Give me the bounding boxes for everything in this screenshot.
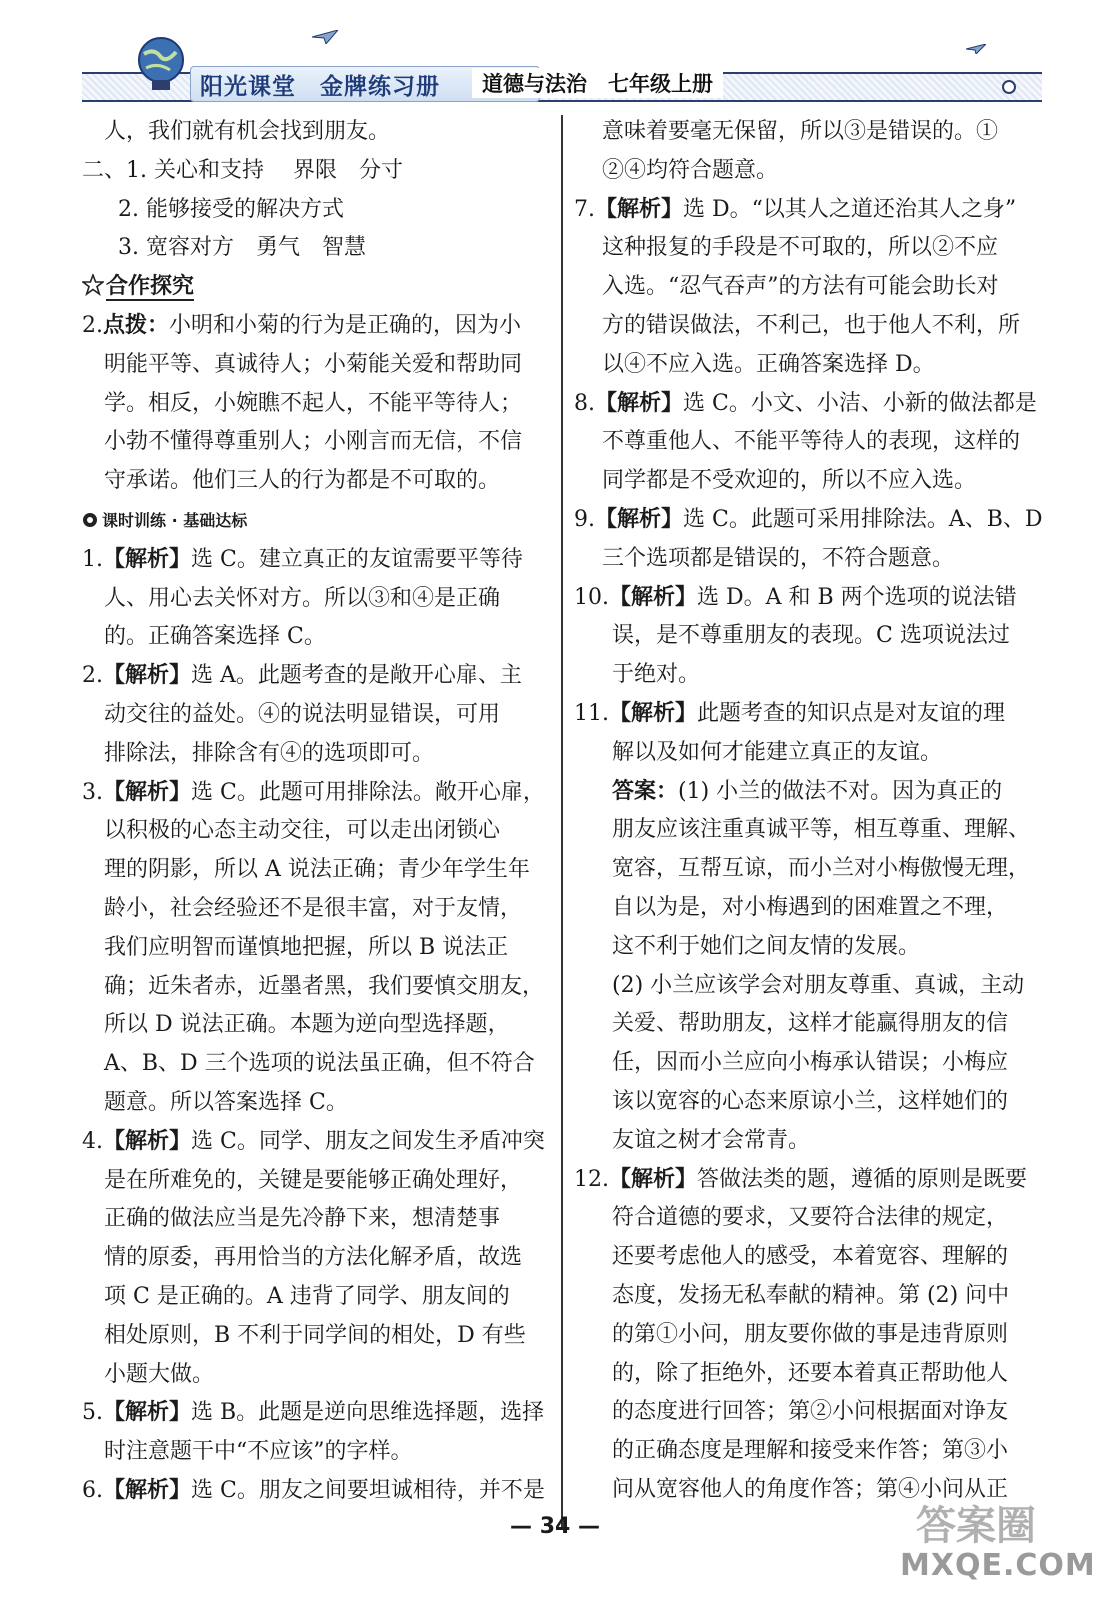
line-text: 我们应明智而谨慎地把握，所以 B 说法正 <box>104 934 509 960</box>
answer-label: 【解析】 <box>103 663 192 689</box>
line-text: 所以 D 说法正确。本题为逆向型选择题， <box>104 1012 510 1038</box>
text-line <box>574 385 1044 424</box>
watermark-url: MXQE.COM <box>900 1548 1096 1583</box>
text-line <box>82 657 552 696</box>
text-line <box>574 1044 1044 1083</box>
text-line <box>574 113 1044 152</box>
line-text: 于绝对。 <box>612 662 701 688</box>
question-number: 1. <box>82 546 103 572</box>
page-number: — 34 — <box>510 1514 600 1539</box>
paper-plane-icon <box>312 30 338 44</box>
line-text: 此题考查的知识点是对友谊的理 <box>697 700 1006 726</box>
answer-label: 【解析】 <box>103 779 192 805</box>
answer-label: 【解析】 <box>103 1400 192 1426</box>
line-text: 的态度进行回答；第②小问根据面对诤友 <box>612 1399 1009 1425</box>
line-text: 以④不应入选。正确答案选择 D。 <box>602 351 935 377</box>
line-text: 自以为是，对小梅遇到的困难置之不理， <box>612 894 1009 920</box>
line-text: 选 C。此题可采用排除法。A、B、D <box>683 506 1043 532</box>
line-text: 意味着要毫无保留，所以③是错误的。① <box>602 119 999 144</box>
line-text: 该以宽容的心态来原谅小兰，这样她们的 <box>612 1088 1009 1114</box>
question-number: 3. <box>82 779 103 805</box>
line-text: 选 D。A 和 B 两个选项的说法错 <box>697 584 1017 610</box>
line-text: 选 C。同学、朋友之间发生矛盾冲突 <box>191 1128 545 1154</box>
line-text: 符合道德的要求，又要符合法律的规定， <box>612 1205 1009 1231</box>
question-number: 9. <box>574 506 595 532</box>
text-line <box>574 191 1044 230</box>
text-line <box>82 229 552 268</box>
line-text: 选 C。建立真正的友谊需要平等待 <box>191 546 523 572</box>
line-text: 选 C。小文、小洁、小新的做法都是 <box>683 390 1037 416</box>
text-line <box>82 1394 552 1433</box>
line-text: ②④均符合题意。 <box>602 157 779 183</box>
line-text: 小勃不懂得尊重别人；小刚言而无信，不信 <box>104 429 523 455</box>
text-line <box>574 889 1044 928</box>
section-title: 合作探究 <box>106 274 195 300</box>
question-number: 5. <box>82 1400 103 1426</box>
text-line <box>82 113 552 152</box>
line-text: 这不利于她们之间友情的发展。 <box>612 933 921 959</box>
line-text: 关爱、帮助朋友，这样才能赢得朋友的信 <box>612 1011 1009 1037</box>
question-number: 2. <box>82 663 103 689</box>
line-text: 答做法类的题，遵循的原则是既要 <box>697 1166 1028 1192</box>
text-line <box>574 967 1044 1006</box>
text-line <box>82 191 552 230</box>
line-text: 误，是不尊重朋友的表现。C 选项说法过 <box>612 623 1010 649</box>
text-line <box>82 307 552 346</box>
answer-label: 【解析】 <box>595 506 684 532</box>
text-line <box>82 890 552 929</box>
answer-label: 答案： <box>612 778 679 804</box>
question-number: 7. <box>574 196 595 222</box>
line-text: 动交往的益处。④的说法明显错误，可用 <box>104 701 501 727</box>
text-line <box>574 268 1044 307</box>
line-text: (2) 小兰应该学会对朋友尊重、真诚，主动 <box>612 972 1025 998</box>
text-line <box>574 1277 1044 1316</box>
text-line <box>574 617 1044 656</box>
subsection-heading <box>82 501 552 541</box>
text-line <box>82 580 552 619</box>
line-text: 人，我们就有机会找到朋友。 <box>104 119 391 144</box>
text-line <box>574 462 1044 501</box>
question-number: 8. <box>574 390 595 416</box>
watermark-logo: 答案圈 <box>916 1503 1036 1549</box>
series-title: 阳光课堂 金牌练习册 <box>200 74 440 100</box>
text-line <box>82 1356 552 1395</box>
line-text: 选 B。此题是逆向思维选择题，选择 <box>191 1400 545 1426</box>
line-text: 不尊重他人、不能平等待人的表现，这样的 <box>602 429 1021 455</box>
line-text: 以积极的心态主动交往，可以走出闭锁心 <box>104 818 501 844</box>
text-line <box>82 774 552 813</box>
line-text: 这种报复的手段是不可取的，所以②不应 <box>602 235 999 261</box>
column-divider <box>561 115 563 1530</box>
line-text: 是在所难免的，关键是要能够正确处理好， <box>104 1167 523 1193</box>
text-line <box>574 1005 1044 1044</box>
line-text: 时注意题干中“不应该”的字样。 <box>104 1439 413 1465</box>
text-line <box>82 152 552 191</box>
line-text: 选 C。朋友之间要坦诚相待，并不是 <box>191 1477 545 1503</box>
text-line <box>574 1083 1044 1122</box>
line-text: 选 A。此题考查的是敞开心扉、主 <box>191 663 522 689</box>
line-text: 龄小，社会经验还不是很丰富，对于友情， <box>104 895 523 921</box>
answer-label: 【解析】 <box>609 700 698 726</box>
line-text: 小明和小菊的行为是正确的，因为小 <box>169 312 522 338</box>
line-text: 三个选项都是错误的，不符合题意。 <box>602 545 955 571</box>
text-line <box>82 812 552 851</box>
text-line <box>574 1393 1044 1432</box>
flower-bullet-icon <box>82 512 98 528</box>
line-text: 3. 宽容对方 勇气 智慧 <box>118 235 366 261</box>
question-number: 12. <box>574 1166 609 1192</box>
text-line <box>82 462 552 501</box>
text-line <box>82 1162 552 1201</box>
text-line <box>574 423 1044 462</box>
text-line <box>82 1084 552 1123</box>
text-line <box>574 928 1044 967</box>
question-number: 6. <box>82 1477 103 1503</box>
left-column <box>82 113 552 1511</box>
right-column <box>574 113 1044 1510</box>
line-text: 的，除了拒绝外，还要本着真正帮助他人 <box>612 1360 1009 1386</box>
star-icon <box>82 274 104 296</box>
text-line <box>574 152 1044 191</box>
text-line <box>82 929 552 968</box>
line-text: 学。相反，小婉瞧不起人，不能平等待人； <box>104 390 523 416</box>
line-text: 任，因而小兰应向小梅承认错误；小梅应 <box>612 1050 1009 1076</box>
line-text: 态度，发扬无私奉献的精神。第 (2) 问中 <box>612 1282 1010 1308</box>
text-line <box>574 346 1044 385</box>
text-line <box>82 1045 552 1084</box>
line-text: A、B、D 三个选项的说法虽正确，但不符合 <box>104 1051 535 1077</box>
text-line <box>574 811 1044 850</box>
line-text: 朋友应该注重真诚平等，相互尊重、理解、 <box>612 817 1031 843</box>
line-text: (1) 小兰的做法不对。因为真正的 <box>678 778 1003 804</box>
line-text: 还要考虑他人的感受，本着宽容、理解的 <box>612 1244 1009 1270</box>
text-line <box>574 1122 1044 1161</box>
text-line <box>82 1123 552 1162</box>
text-line <box>82 1472 552 1511</box>
text-line <box>574 850 1044 889</box>
text-line <box>574 773 1044 812</box>
line-text: 小题大做。 <box>104 1361 215 1387</box>
paper-plane-icon <box>966 44 986 54</box>
subject-grade: 道德与法治 七年级上册 <box>472 68 723 98</box>
line-text: 2. 能够接受的解决方式 <box>118 196 344 222</box>
text-line <box>574 1432 1044 1471</box>
answer-label: 【解析】 <box>595 196 684 222</box>
line-text: 理的阴影，所以 A 说法正确；青少年学生年 <box>104 857 530 883</box>
line-text: 解以及如何才能建立真正的友谊。 <box>612 739 943 765</box>
question-number: 11. <box>574 700 609 726</box>
line-text: 的。正确答案选择 C。 <box>104 624 326 650</box>
answer-label: 【解析】 <box>609 584 698 610</box>
line-text: 选 D。“以其人之道还治其人之身” <box>683 196 1017 222</box>
answer-label: 【解析】 <box>103 1128 192 1154</box>
question-number: 2. <box>82 312 103 338</box>
text-line <box>82 696 552 735</box>
text-line <box>574 1161 1044 1200</box>
text-line <box>574 695 1044 734</box>
answer-label: 【解析】 <box>609 1166 698 1192</box>
text-line <box>574 229 1044 268</box>
text-line <box>574 1199 1044 1238</box>
text-line <box>82 1006 552 1045</box>
line-text: 相处原则，B 不利于同学间的相处，D 有些 <box>104 1322 526 1348</box>
line-text: 入选。“忍气吞声”的方法有可能会助长对 <box>602 274 999 300</box>
text-line <box>574 1355 1044 1394</box>
question-number: 4. <box>82 1128 103 1154</box>
text-line <box>82 618 552 657</box>
text-line <box>82 385 552 424</box>
text-line <box>574 540 1044 579</box>
text-line <box>82 1239 552 1278</box>
globe-icon <box>130 32 192 94</box>
line-text: 宽容，互帮互谅，而小兰对小梅傲慢无理， <box>612 856 1031 882</box>
answer-label: 点拨： <box>103 312 170 338</box>
text-line <box>574 656 1044 695</box>
line-text: 方的错误做法，不利己，也于他人不利，所 <box>602 312 1021 338</box>
section-heading <box>82 268 552 307</box>
line-text: 的正确态度是理解和接受来作答；第③小 <box>612 1438 1009 1464</box>
line-text: 明能平等、真诚待人；小菊能关爱和帮助同 <box>104 351 523 377</box>
question-number: 10. <box>574 584 609 610</box>
text-line <box>82 735 552 774</box>
text-line <box>574 307 1044 346</box>
answer-label: 【解析】 <box>103 546 192 572</box>
line-text: 同学都是不受欢迎的，所以不应入选。 <box>602 468 977 494</box>
text-line <box>574 734 1044 773</box>
text-line <box>574 1316 1044 1355</box>
text-line <box>82 423 552 462</box>
text-line <box>574 579 1044 618</box>
line-text: 排除法，排除含有④的选项即可。 <box>104 740 435 766</box>
text-line <box>82 1433 552 1472</box>
line-text: 题意。所以答案选择 C。 <box>104 1089 348 1115</box>
line-text: 项 C 是正确的。A 违背了同学、朋友间的 <box>104 1283 510 1309</box>
text-line <box>82 851 552 890</box>
text-line <box>82 541 552 580</box>
line-text: 确；近朱者赤，近墨者黑，我们要慎交朋友， <box>104 973 545 999</box>
line-text: 正确的做法应当是先冷静下来，想清楚事 <box>104 1206 501 1232</box>
subsection-title: 课时训练 · 基础达标 <box>102 510 248 530</box>
line-text: 人、用心去关怀对方。所以③和④是正确 <box>104 585 501 611</box>
text-line <box>574 1238 1044 1277</box>
line-text: 问从宽容他人的角度作答；第④小问从正 <box>612 1476 1009 1502</box>
text-line <box>82 346 552 385</box>
text-line <box>82 1317 552 1356</box>
line-text: 情的原委，再用恰当的方法化解矛盾，故选 <box>104 1245 523 1271</box>
line-text: 选 C。此题可用排除法。敞开心扉， <box>191 779 545 805</box>
text-line <box>82 1200 552 1239</box>
answer-label: 【解析】 <box>103 1477 192 1503</box>
line-text: 二、1. 关心和支持 界限 分寸 <box>82 157 403 183</box>
answer-label: 【解析】 <box>595 390 684 416</box>
page-header <box>82 62 1042 102</box>
line-text: 友谊之树才会常青。 <box>612 1127 811 1153</box>
text-line <box>574 501 1044 540</box>
line-text: 的第①小问，朋友要你做的事是违背原则 <box>612 1321 1009 1347</box>
text-line <box>82 968 552 1007</box>
line-text: 守承诺。他们三人的行为都是不可取的。 <box>104 468 501 494</box>
header-dot <box>1002 80 1016 94</box>
text-line <box>82 1278 552 1317</box>
